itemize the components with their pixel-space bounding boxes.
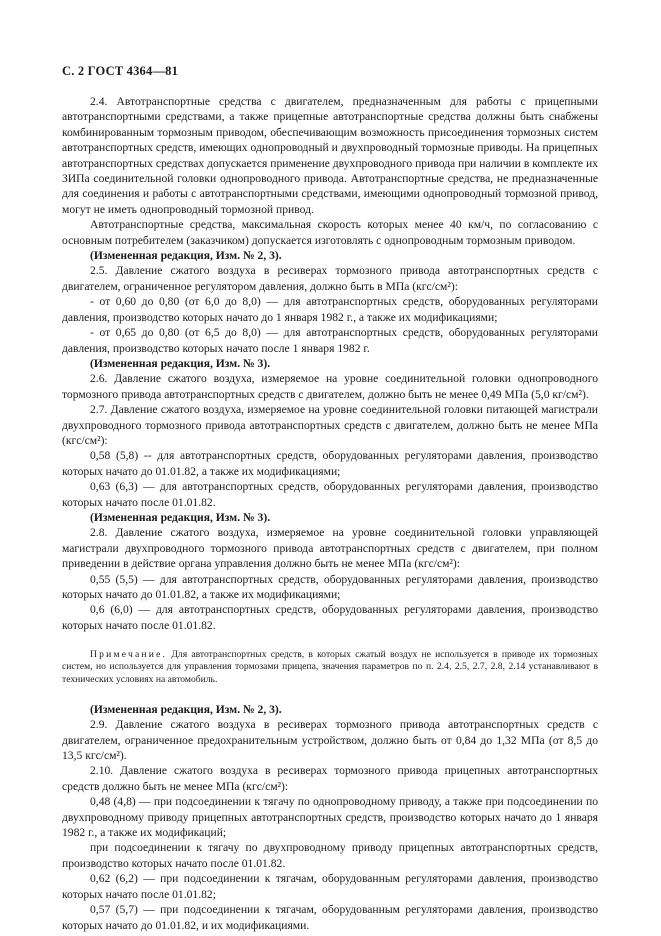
paragraph-2-10-item-4: 0,57 (5,7) — при подсоединении к тягачам, оборудованным регуляторами давления, производство которых начато до 01.01.82, и их модификациями.: [62, 903, 598, 932]
paragraph-2-9: 2.9. Давление сжатого воздуха в ресиверах тормозного привода автотранспортных средств с двигателем, ограниченное предохранительным устройством, должно быть от 0,84 до 1,32 МПа (от 8,5 до 13,5 кгс/см²).: [62, 718, 598, 763]
paragraph-2-10: 2.10. Давление сжатого воздуха в ресиверах тормозного привода прицепных автотранспортных средств должно быть не менее МПа (кгс/см²):: [62, 764, 598, 793]
paragraph-2-10-item-3: 0,62 (6,2) — при подсоединении к тягачам, оборудованным регуляторами давления, производство которых начато после 01.01.82;: [62, 872, 598, 901]
paragraph-2-5-item-2: - от 0,65 до 0,80 (от 6,5 до 8,0) — для автотранспортных средств, оборудованных регуляторами давления, производство которых начато после 1 января 1982 г.: [62, 326, 598, 355]
amendment-note: (Измененная редакция, Изм. № 2, 3).: [90, 702, 282, 716]
page-header: С. 2 ГОСТ 4364—81: [62, 64, 179, 78]
note: [62, 649, 598, 686]
paragraph-2-4-speed: Автотранспортные средства, максимальная скорость которых менее 40 км/ч, по согласованию с основным потребителем (заказчиком) допускается изготовлять с однопроводным тормозным приводом.: [62, 218, 598, 247]
document-body: [62, 94, 598, 933]
paragraph-2-5-item-1: - от 0,60 до 0,80 (от 6,0 до 8,0) — для автотранспортных средств, оборудованных регуляторами давления, производство которых начато до 1 января 1982 г., а также их модификациями;: [62, 295, 598, 324]
paragraph-2-4: 2.4. Автотранспортные средства с двигателем, предназначенным для работы с прицепными автотранспортными средствами, а также прицепные автотранспортные средства должны быть снабжены комбинированным тормозным приводом, обеспечивающим возможность присоединения тормозных систем автотранспортных средств, имеющих однопроводный и двухпроводный тормозные приводы. На прицепных автотранспортных средствах допускается применение двухпроводного привода при наличии в комплекте их ЗИПа соединительной головки однопроводного привода. Автотранспортные средства, не предназначенные для соединения и работы с автотранспортными средствами, имеющими однопроводный тормозной привод, могут не иметь однопроводный тормозной привод.: [62, 95, 598, 216]
paragraph-2-10-item-1: 0,48 (4,8) — при подсоединении к тягачу по однопроводному приводу, а также при подсоединении по двухпроводному приводу прицепных автотранспортных средств, производство которых начато до 1 января 1982 г., а также их модификаций;: [62, 795, 598, 840]
paragraph-2-5: 2.5. Давление сжатого воздуха в ресиверах тормозного привода автотранспортных средств с двигателем, ограниченное регулятором давления, должно быть в МПа (кгс/см²):: [62, 264, 598, 293]
note-text: Для автотранспортных средств, в которых сжатый воздух не используется в приводе их тормозных систем, но используется для управления тормозами прицепа, значения параметров по п. 2.4, 2.5, 2.7, 2.8, 2.14 устанавливают в технических условиях на автомобиль.: [62, 649, 598, 685]
amendment-note: (Измененная редакция, Изм. № 3).: [90, 510, 271, 524]
paragraph-2-10-item-2: при подсоединении к тягачу по двухпроводному приводу прицепных автотранспортных средств, производство которых начато после 01.01.82.: [62, 841, 598, 870]
amendment-note: (Измененная редакция, Изм. № 3).: [90, 356, 271, 370]
paragraph-2-6: 2.6. Давление сжатого воздуха, измеряемое на уровне соединительной головки однопроводного тормозного привода автотранспортных средств с двигателем, должно быть не менее 0,49 МПа (5,0 кг/см²).: [62, 372, 598, 401]
paragraph-2-7-item-1: 0,58 (5,8) -- для автотранспортных средств, оборудованных регуляторами давления, производство которых начато до 01.01.82, а также их модификациями;: [62, 449, 598, 478]
note-label: Примечание.: [90, 649, 168, 661]
amendment-note: (Измененная редакция, Изм. № 2, 3).: [90, 249, 282, 263]
paragraph-2-7: 2.7. Давление сжатого воздуха, измеряемое на уровне соединительной головки питающей магистрали двухпроводного тормозного привода автотранспортных средств с двигателем, должно быть не менее МПа (кгс/см²):: [62, 403, 598, 447]
paragraph-2-8-item-1: 0,55 (5,5) — для автотранспортных средств, оборудованных регуляторами давления, производство которых начато до 01.01.82, а также их модификациями;: [62, 572, 598, 601]
paragraph-2-7-item-2: 0,63 (6,3) — для автотранспортных средств, оборудованных регуляторами давления, производство которых начато после 01.01.82.: [62, 480, 598, 509]
paragraph-2-8: 2.8. Давление сжатого воздуха, измеряемое на уровне соединительной головки управляющей магистрали двухпроводного тормозного привода автотранспортных средств с двигателем, при полном приведении в действие органа управления должно быть не менее МПа (кгс/см²):: [62, 526, 598, 571]
paragraph-2-8-item-2: 0,6 (6,0) — для автотранспортных средств, оборудованных регуляторами давления, производство которых начато после 01.01.82.: [62, 603, 598, 632]
